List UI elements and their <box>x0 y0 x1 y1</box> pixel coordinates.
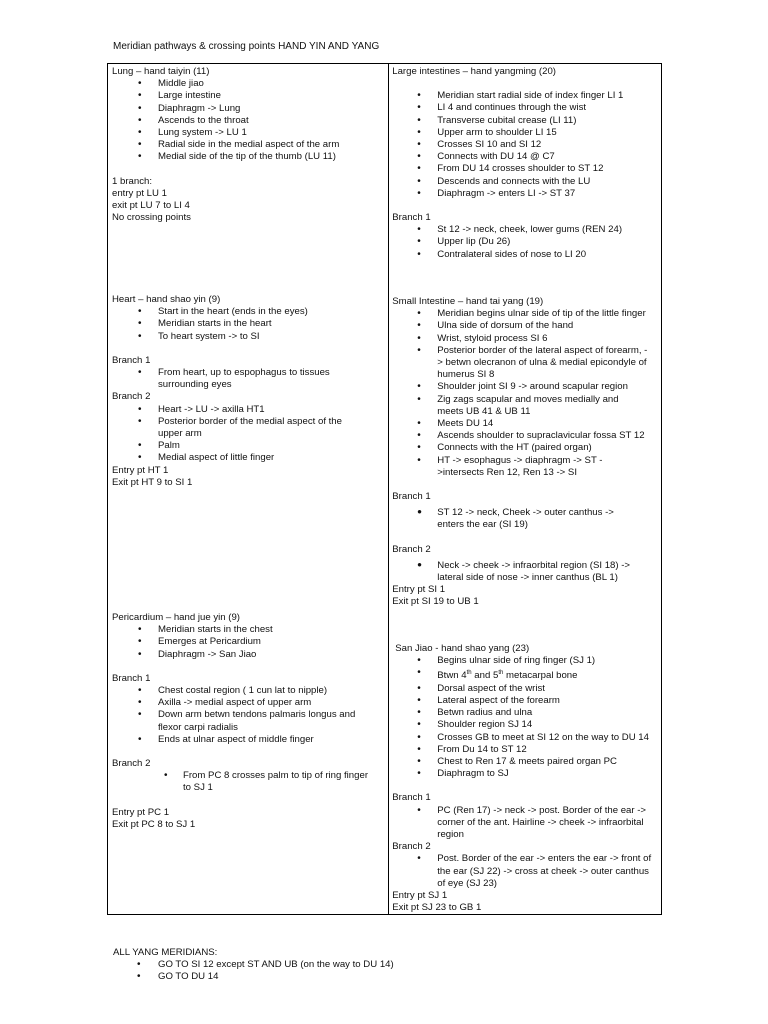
heart-list <box>112 306 388 343</box>
pericardium-branch1-list <box>112 685 388 746</box>
pericardium-branch2-label: Branch 2 <box>112 758 151 770</box>
yin-column <box>108 64 389 915</box>
pericardium-branch2-list <box>112 770 388 794</box>
list-item: • Shoulder joint SI 9 -> around scapular region <box>392 381 661 393</box>
list-item: • Upper lip (Du 26) <box>392 236 661 248</box>
pericardium-section <box>108 612 388 871</box>
heart-branch1-label: Branch 1 <box>112 354 151 366</box>
lung-branch-note: 1 branch: <box>112 175 153 187</box>
list-item: • Connects with DU 14 @ C7 <box>392 151 661 163</box>
large-intestine-branch1-list <box>392 224 661 261</box>
list-item: • Large intestine <box>112 90 388 102</box>
list-item: • Lung system -> LU 1 <box>112 127 388 139</box>
list-item: • Connects with the HT (paired organ) <box>392 442 661 454</box>
large-intestine-heading: Large intestines – hand yangming (20) <box>392 66 556 77</box>
large-intestine-branch1-label: Branch 1 <box>392 212 431 224</box>
san-jiao-branch2-label: Branch 2 <box>392 841 431 853</box>
list-item: • Meridian start radial side of index finger LI 1 <box>392 90 661 102</box>
list-item: • Contralateral sides of nose to LI 20 <box>392 249 661 261</box>
pericardium-exit: Exit pt PC 8 to SJ 1 <box>112 818 196 830</box>
list-item: • HT -> esophagus -> diaphragm -> ST ->intersects Ren 12, Ren 13 -> SI <box>392 455 617 479</box>
list-item: • Posterior border of the lateral aspect of forearm, -> betwn olecranon of ulna & medial epicondyle of humerus SI 8 <box>392 345 652 382</box>
large-intestine-list <box>392 90 661 200</box>
list-item: • Descends and connects with the LU <box>392 176 661 188</box>
heart-branch2-list <box>112 404 388 465</box>
list-item: • Diaphragm -> San Jiao <box>112 649 388 661</box>
san-jiao-branch1-label: Branch 1 <box>392 792 431 804</box>
lung-heading: Lung – hand taiyin (11) <box>112 66 210 77</box>
heart-section <box>108 294 388 612</box>
list-item: • Neck -> cheek -> infraorbital region (SI 18) -> lateral side of nose -> inner canthus (BL 1) <box>392 560 647 584</box>
list-item: • Middle jiao <box>112 78 388 90</box>
document-title: Meridian pathways & crossing points HAND YIN AND YANG <box>113 41 380 52</box>
pericardium-heading: Pericardium – hand jue yin (9) <box>112 612 240 623</box>
pericardium-list <box>112 624 388 661</box>
list-item: • Radial side in the medial aspect of the arm <box>112 139 388 151</box>
list-item: • To heart system -> to SI <box>112 331 388 343</box>
list-item: • Palm <box>112 440 388 452</box>
small-intestine-heading: Small Intestine – hand tai yang (19) <box>392 296 544 307</box>
list-item: • From PC 8 crosses palm to tip of ring finger to SJ 1 <box>112 770 378 794</box>
heart-heading: Heart – hand shao yin (9) <box>112 294 221 305</box>
list-item: • Diaphragm to SJ <box>392 768 661 780</box>
list-item: • Shoulder region SJ 14 <box>392 719 661 731</box>
large-intestine-section <box>389 64 661 296</box>
yang-summary-list <box>113 959 394 983</box>
list-item: • Lateral aspect of the forearm <box>392 695 661 707</box>
san-jiao-heading: San Jiao - hand shao yang (23) <box>395 643 530 654</box>
list-item: • Posterior border of the medial aspect of the upper arm <box>112 416 358 440</box>
list-item: • Post. Border of the ear -> enters the ear -> front of the ear (SJ 22) -> cross at cheek -> outer canthus of eye (SJ 23) <box>392 853 657 890</box>
san-jiao-branch2-list <box>392 853 661 890</box>
san-jiao-entry: Entry pt SJ 1 <box>392 890 448 902</box>
list-item: • Ascends shoulder to supraclavicular fossa ST 12 <box>392 430 661 442</box>
list-item: • Down arm betwn tendons palmaris longus and flexor carpi radialis <box>112 709 378 733</box>
list-item: • Betwn radius and ulna <box>392 707 661 719</box>
list-item: • Ascends to the throat <box>112 115 388 127</box>
small-intestine-branch2-label: Branch 2 <box>392 543 431 555</box>
list-item: • LI 4 and continues through the wist <box>392 102 661 114</box>
small-intestine-branch2-list <box>392 560 661 584</box>
heart-branch1-list <box>112 367 388 391</box>
small-intestine-branch1-list <box>392 507 661 531</box>
list-item: • Heart -> LU -> axilla HT1 <box>112 404 388 416</box>
list-item: • PC (Ren 17) -> neck -> post. Border of the ear -> corner of the ant. Hairline -> cheek -> infraorbital region <box>392 805 657 842</box>
list-item: • Crosses SI 10 and SI 12 <box>392 139 661 151</box>
list-item: • GO TO SI 12 except ST AND UB (on the way to DU 14) <box>113 959 394 971</box>
list-item: • Meridian starts in the chest <box>112 624 388 636</box>
yang-column <box>389 64 662 915</box>
heart-branch2-label: Branch 2 <box>112 391 151 403</box>
lung-entry: entry pt LU 1 <box>112 187 167 199</box>
list-item: • Start in the heart (ends in the eyes) <box>112 306 388 318</box>
small-intestine-entry: Entry pt SI 1 <box>392 584 446 596</box>
list-item: • From Du 14 to ST 12 <box>392 744 661 756</box>
list-item: • Chest costal region ( 1 cun lat to nipple) <box>112 685 388 697</box>
small-intestine-list <box>392 308 661 479</box>
list-item: • Meridian starts in the heart <box>112 318 388 330</box>
meridian-table <box>107 63 662 915</box>
list-item: • Diaphragm -> enters LI -> ST 37 <box>392 188 661 200</box>
list-item: • ST 12 -> neck, Cheek -> outer canthus -> enters the ear (SI 19) <box>392 507 637 531</box>
list-item: • From DU 14 crosses shoulder to ST 12 <box>392 163 661 175</box>
list-item: • Btwn 4th and 5th metacarpal bone <box>392 667 661 682</box>
list-item: • Begins ulnar side of ring finger (SJ 1) <box>392 655 661 667</box>
list-item: • Meridian begins ulnar side of tip of the little finger <box>392 308 661 320</box>
yang-summary-heading: ALL YANG MERIDIANS: <box>113 947 218 958</box>
san-jiao-list <box>392 655 661 780</box>
small-intestine-exit: Exit pt SI 19 to UB 1 <box>392 596 479 608</box>
list-item: • Diaphragm -> Lung <box>112 103 388 115</box>
list-item: • Upper arm to shoulder LI 15 <box>392 127 661 139</box>
lung-list <box>112 78 388 163</box>
list-item: • GO TO DU 14 <box>113 971 394 983</box>
heart-exit: Exit pt HT 9 to SI 1 <box>112 476 193 488</box>
small-intestine-section <box>389 296 661 637</box>
table-row <box>108 64 662 915</box>
san-jiao-exit: Exit pt SJ 23 to GB 1 <box>392 902 482 914</box>
heart-entry: Entry pt HT 1 <box>112 464 169 476</box>
list-item: • Medial side of the tip of the thumb (LU 11) <box>112 151 388 163</box>
lung-crossing: No crossing points <box>112 212 191 224</box>
lung-exit: exit pt LU 7 to LI 4 <box>112 200 190 212</box>
list-item: • Transverse cubital crease (LI 11) <box>392 115 661 127</box>
list-item: • Zig zags scapular and moves medially and meets UB 41 & UB 11 <box>392 394 637 418</box>
san-jiao-section <box>389 637 661 914</box>
list-item: • From heart, up to espophagus to tissues surrounding eyes <box>112 367 343 391</box>
list-item: • Dorsal aspect of the wrist <box>392 683 661 695</box>
pericardium-entry: Entry pt PC 1 <box>112 806 170 818</box>
list-item: • Emerges at Pericardium <box>112 636 388 648</box>
list-item: • Meets DU 14 <box>392 418 661 430</box>
yang-summary <box>113 947 394 984</box>
lung-section <box>108 64 388 294</box>
list-item: • Axilla -> medial aspect of upper arm <box>112 697 388 709</box>
list-item: • St 12 -> neck, cheek, lower gums (REN 24) <box>392 224 661 236</box>
list-item: • Ulna side of dorsum of the hand <box>392 320 661 332</box>
pericardium-branch1-label: Branch 1 <box>112 672 151 684</box>
list-item: • Wrist, styloid process SI 6 <box>392 333 661 345</box>
san-jiao-branch1-list <box>392 805 661 842</box>
list-item: • Chest to Ren 17 & meets paired organ PC <box>392 756 661 768</box>
list-item: • Medial aspect of little finger <box>112 452 388 464</box>
list-item: • Ends at ulnar aspect of middle finger <box>112 734 388 746</box>
list-item: • Crosses GB to meet at SI 12 on the way to DU 14 <box>392 732 652 744</box>
small-intestine-branch1-label: Branch 1 <box>392 491 431 503</box>
